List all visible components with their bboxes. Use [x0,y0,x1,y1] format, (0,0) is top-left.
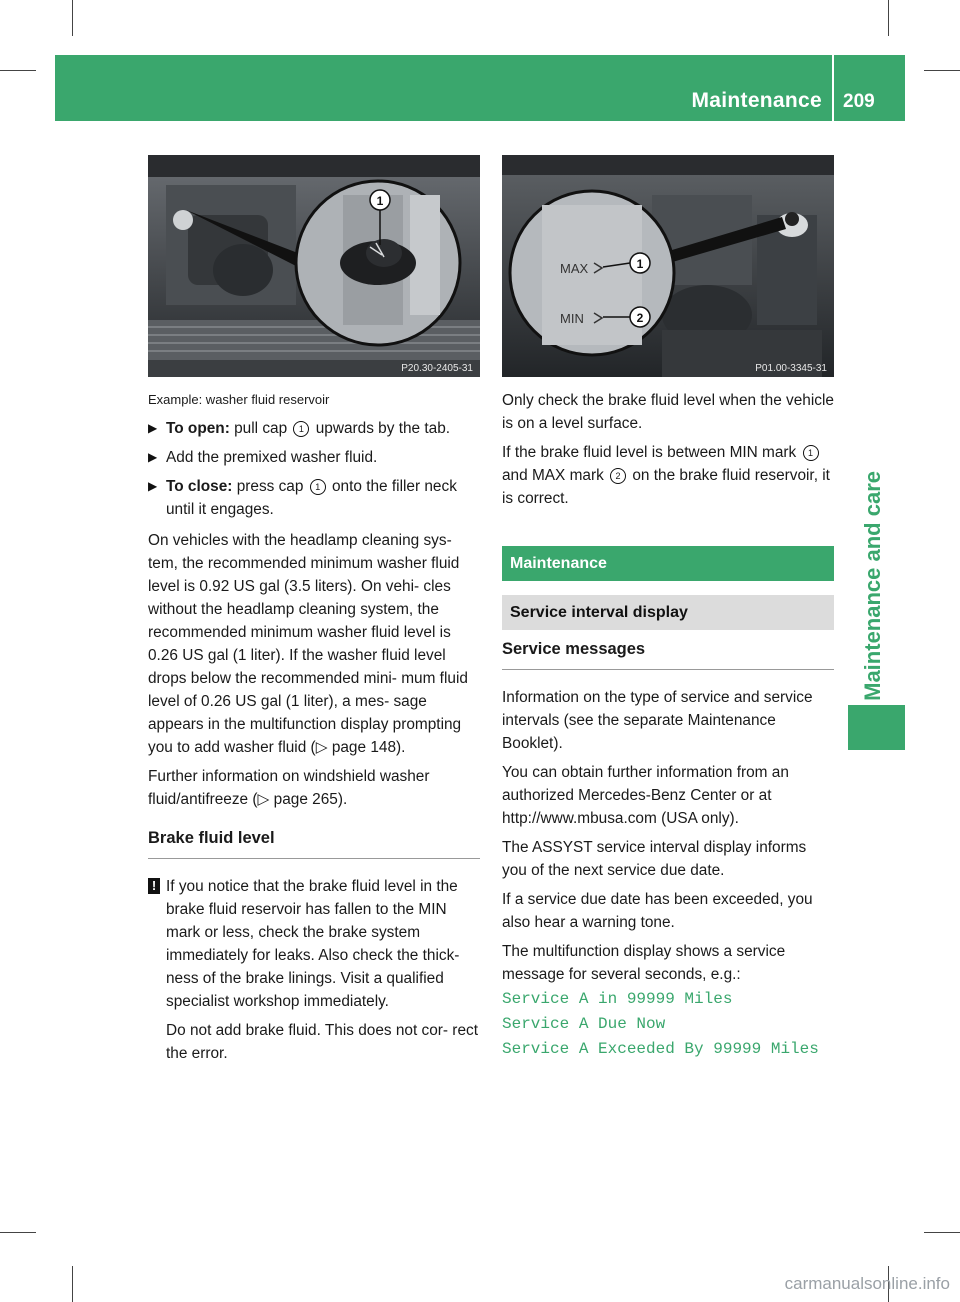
service-message-1: Service A in 99999 Miles [502,990,733,1008]
crop-mark [72,1266,73,1302]
figure-caption: Example: washer fluid reservoir [148,392,330,407]
crop-mark [924,1232,960,1233]
crop-mark [888,0,889,36]
page-ref-icon: ▷ [315,739,328,756]
step-label: To close: [166,478,233,495]
watermark: carmanualsonline.info [784,1274,950,1293]
paragraph-text: on the brake fluid reservoir, it is correct. [502,467,830,507]
side-tab-marker [848,705,905,750]
section-bar-maintenance: Maintenance [502,546,834,581]
section-bar-service-interval: Service interval display [502,595,834,630]
step-text: press cap [232,478,308,495]
marker-1-icon: 1 [803,445,819,461]
note-text: Do not add brake fluid. This does not cor- rect the error. [166,1022,478,1062]
step-text: onto the filler neck until it engages. [166,478,457,518]
note-text: If you notice that the brake fluid level in the brake fluid reservoir has fallen to the MIN mark or less, check the brake system immediately for leaks. Also check the thick- ness of the brake linings. Visit a qualified specialist workshop immediately. [166,878,460,1010]
page-header [55,55,905,121]
section-title: Maintenance [691,89,822,112]
step-add-fluid [148,446,480,469]
page-ref: page 148). [331,739,406,756]
marker-2-icon: 2 [610,468,626,484]
brake-level-paragraph: Only check the brake fluid level when the vehicle is on a level surface. [502,392,834,432]
figure-code: P20.30-2405-31 [401,363,473,374]
crop-mark [0,1232,36,1233]
washer-fluid-paragraph: On vehicles with the headlamp cleaning sys- tem, the recommended minimum washer fluid level is 0.92 US gal (3.5 liters). On vehi- cles without the headlamp cleaning system, the recommended minimum washer fluid level is 0.26 US gal (1 liter). If the washer fluid level drops below the recommended mini- mum fluid level of 0.26 US gal (1 liter), a mes- sage appears in the multifunction display prompting you to add washer fluid (▷ page 148). [148,532,468,756]
warning-icon: ! [148,878,160,894]
side-tab [840,121,905,701]
washer-reservoir-figure [148,155,480,377]
page-ref-icon: ▷ [257,791,270,808]
figure-marker-1: 1 [636,257,644,271]
side-tab-label: Maintenance and care [859,471,885,701]
marker-1-icon: 1 [310,479,326,495]
page-ref: page 265). [273,791,348,808]
page-number: 209 [843,91,875,112]
service-center-paragraph: You can obtain further information from an authorized Mercedes-Benz Center or at http://www.mbusa.com (USA only). [502,764,789,827]
brake-reservoir-illustration [502,155,834,377]
step-arrow-icon: ▶ [148,479,158,493]
warning-tone-paragraph: If a service due date has been exceeded, you also hear a warning tone. [502,891,813,931]
crop-mark [72,0,73,36]
service-message-3: Service A Exceeded By 99999 Miles [502,1040,819,1058]
marker-1-icon: 1 [293,421,309,437]
left-column [148,155,480,1066]
header-divider [832,55,834,121]
antifreeze-paragraph [148,765,480,811]
display-paragraph: The multifunction display shows a service message for several seconds, e.g.: [502,943,786,983]
engine-bay-illustration [148,155,480,377]
step-arrow-icon: ▶ [148,421,158,435]
paragraph-text: and MAX mark [502,467,609,484]
max-label: MAX [560,261,589,276]
step-label: To open: [166,420,230,437]
figure-marker: 1 [376,194,384,208]
heading-brake-fluid-level: Brake fluid level [148,827,480,859]
figure-marker-2: 2 [636,311,644,325]
brake-reservoir-figure [502,155,834,377]
step-arrow-icon: ▶ [148,450,158,464]
brake-range-paragraph [502,441,834,510]
crop-mark [924,70,960,71]
step-text: pull cap [229,420,292,437]
service-info-paragraph: Information on the type of service and service intervals (see the separate Maintenance Booklet). [502,689,813,752]
paragraph-text: Further information on windshield washer fluid/antifreeze ( [148,768,430,808]
paragraph-text: On vehicles with the headlamp cleaning sys- tem, the recommended minimum washer fluid level is 0.92 US gal (3.5 liters). On vehi- cles without the headlamp cleaning system, the recommended minimum washer fluid level is 0.26 US gal (1 liter). If the washer fluid level drops below the recommended mini- mum fluid level of 0.26 US gal (1 liter), a mes- sage appears in the multifunction display prompting you to add washer fluid [148,532,468,756]
paragraph-text: If the brake fluid level is between MIN mark [502,444,801,461]
crop-mark [0,70,36,71]
figure-code: P01.00-3345-31 [755,363,827,374]
right-column [502,155,834,1062]
step-close [148,475,480,521]
service-message-2: Service A Due Now [502,1015,666,1033]
step-open [148,417,480,440]
heading-service-messages: Service messages [502,638,834,670]
assyst-paragraph: The ASSYST service interval display informs you of the next service due date. [502,839,807,879]
min-label: MIN [560,311,584,326]
brake-warning-note [148,875,480,1065]
step-text: upwards by the tab. [311,420,451,437]
step-text: Add the premixed washer fluid. [166,449,378,466]
